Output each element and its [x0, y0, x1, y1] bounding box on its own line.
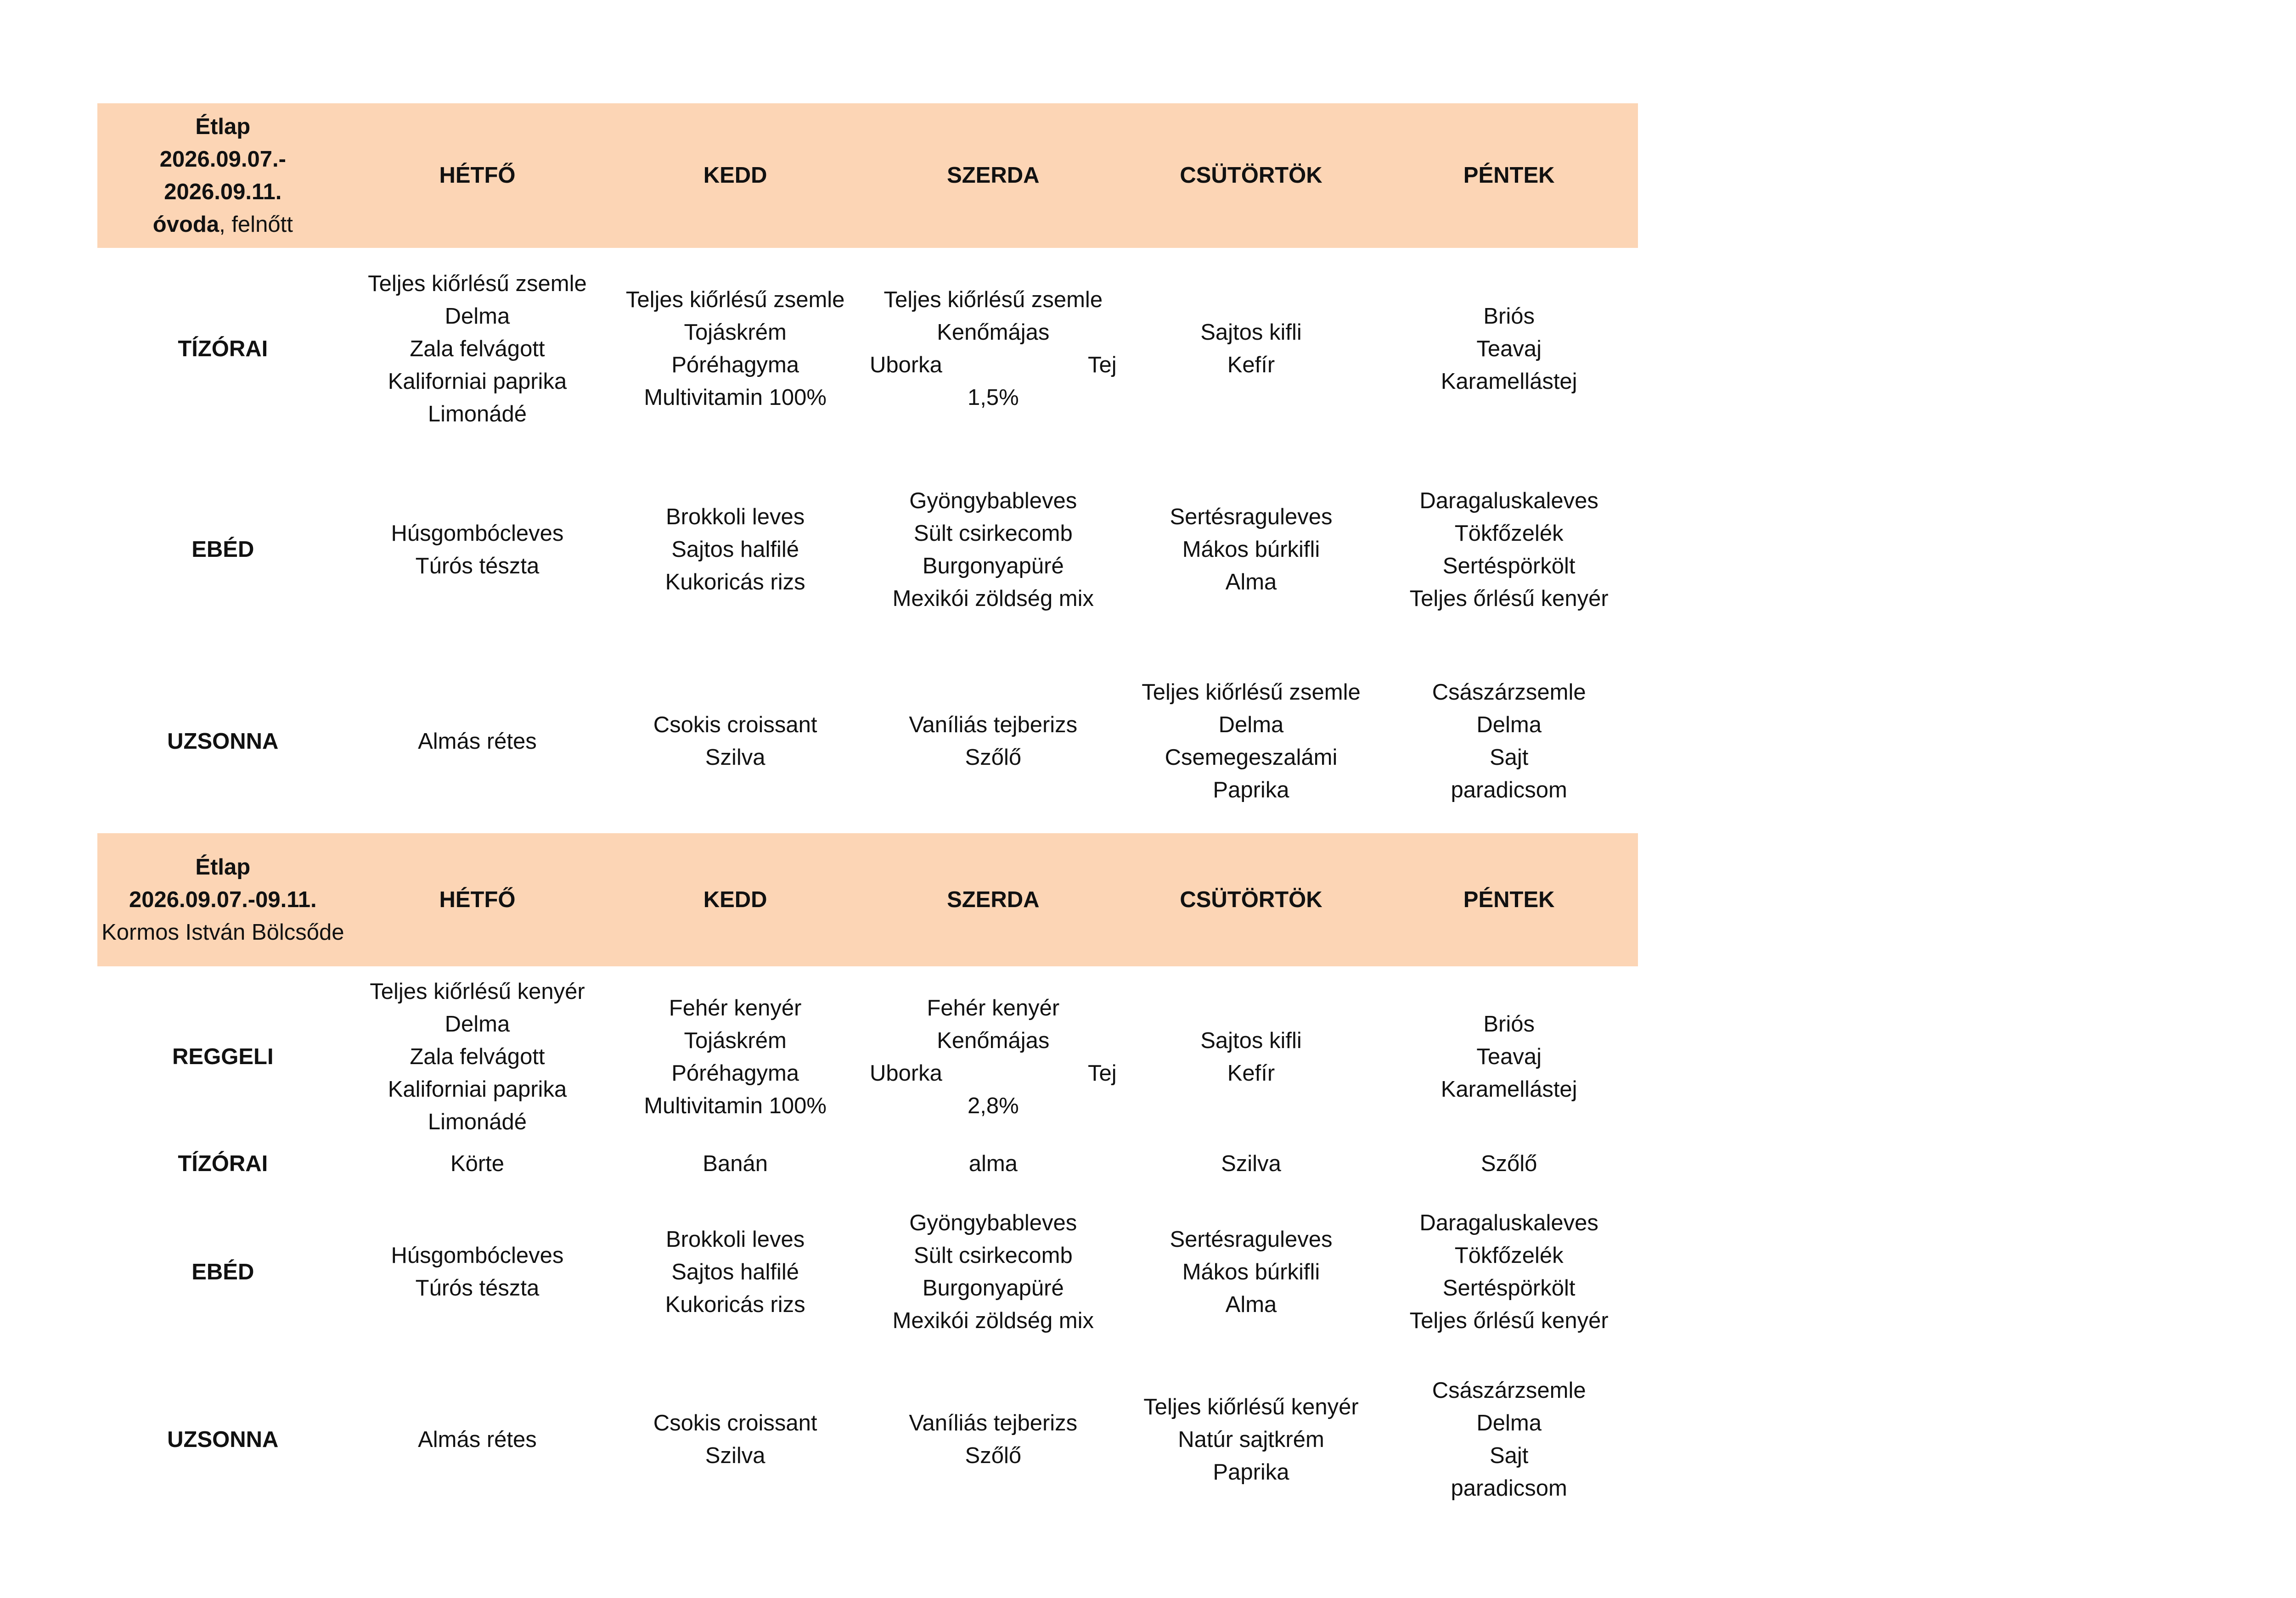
menu-item: Mexikói zöldség mix	[892, 586, 1094, 611]
menu-item: Tej	[1088, 1060, 1117, 1086]
menu-item: Sült csirkecomb	[913, 521, 1073, 546]
menu-item: Tökfőzelék	[1454, 1243, 1564, 1268]
meal-label: REGGELI	[172, 1044, 274, 1069]
menu1-day-fri: PÉNTEK	[1380, 103, 1638, 248]
menu-item: Húsgombócleves	[391, 1243, 564, 1268]
menu-item: Kukoricás rizs	[665, 570, 805, 594]
menu-item: Daragaluskaleves	[1419, 488, 1598, 513]
menu-item: Karamellástej	[1441, 369, 1577, 394]
menu-cell	[1380, 1364, 1638, 1515]
menu2-header-row	[97, 833, 1638, 966]
menu-cell	[864, 248, 1122, 450]
menu-item: Mákos búrkifli	[1182, 1259, 1320, 1284]
menu-item: Limonádé	[428, 1110, 527, 1134]
menu-item: Szilva	[1221, 1151, 1281, 1176]
menu-item: Túrós tészta	[415, 553, 540, 578]
menu-item: Zala felvágott	[410, 1044, 545, 1069]
menu1-ebed-row	[97, 450, 1638, 650]
menu-item: Kefír	[1227, 353, 1275, 377]
menu-cell	[606, 1180, 864, 1364]
menu2-day-wed: SZERDA	[864, 833, 1122, 966]
menu-cell	[1380, 650, 1638, 833]
menu-item: Csemegeszalámi	[1165, 745, 1338, 770]
menu2-title-cell	[97, 833, 349, 966]
menu-cell	[864, 650, 1122, 833]
menu-item: Teljes kiőrlésű kenyér	[370, 979, 585, 1004]
menu-item: Teljes kiőrlésű kenyér	[1143, 1394, 1359, 1419]
menu-item: Sajt	[1489, 1443, 1529, 1468]
meal-label: TÍZÓRAI	[178, 1151, 268, 1176]
menu1-day-wed: SZERDA	[864, 103, 1122, 248]
menu-table	[97, 103, 1638, 1515]
menu2-day-tue: KEDD	[606, 833, 864, 966]
menu-cell	[1122, 1180, 1380, 1364]
menu-item: Szilva	[705, 1443, 765, 1468]
menu-item: Húsgombócleves	[391, 521, 564, 546]
menu-item: Fehér kenyér	[669, 995, 802, 1020]
menu-cell	[1122, 650, 1380, 833]
menu-item: Sertésraguleves	[1170, 1227, 1333, 1252]
menu-item: Gyöngybableves	[909, 1211, 1077, 1235]
menu-item: Sajtos kifli	[1200, 320, 1302, 345]
menu-item: Teavaj	[1476, 1044, 1542, 1069]
menu-cell	[349, 248, 607, 450]
menu-item: Burgonyapüré	[922, 1276, 1064, 1301]
menu-item: Póréhagyma	[671, 1060, 799, 1086]
menu-cell	[1380, 966, 1638, 1148]
menu-cell	[864, 1148, 1122, 1180]
menu-cell	[606, 248, 864, 450]
menu-item: Szilva	[705, 745, 765, 770]
menu-item: Tojáskrém	[684, 1028, 787, 1053]
menu-item: Zala felvágott	[410, 336, 545, 361]
menu-item: Karamellástej	[1441, 1077, 1577, 1102]
menu-item: Uborka	[869, 1060, 942, 1086]
menu-item: alma	[968, 1151, 1018, 1176]
menu-item: Teavaj	[1476, 336, 1542, 361]
menu-item: Delma	[445, 1012, 510, 1037]
menu-item: Körte	[450, 1151, 505, 1176]
meal-label: UZSONNA	[167, 729, 279, 754]
menu-item: Szőlő	[965, 1443, 1022, 1468]
menu1-header-row	[97, 103, 1638, 248]
menu-item: Mákos búrkifli	[1182, 537, 1320, 562]
menu-item: Banán	[703, 1151, 768, 1176]
menu-item: Teljes kiőrlésű zsemle	[1142, 680, 1361, 705]
menu-item: Túrós tészta	[415, 1276, 540, 1301]
menu-cell	[349, 1180, 607, 1364]
menu-cell	[349, 650, 607, 833]
menu-cell	[1122, 966, 1380, 1148]
menu-cell	[864, 450, 1122, 650]
menu-item: Almás rétes	[418, 1427, 537, 1452]
menu2-ebed-row	[97, 1180, 1638, 1364]
menu-item: Briós	[1483, 303, 1535, 329]
menu-item: Csokis croissant	[653, 1411, 817, 1435]
menu2-day-mon: HÉTFŐ	[349, 833, 607, 966]
menu-item: 1,5%	[967, 385, 1019, 410]
menu-item: Alma	[1225, 1292, 1277, 1317]
menu-item: Császárzsemle	[1432, 680, 1586, 705]
menu-cell	[349, 1148, 607, 1180]
menu1-title-cell	[97, 103, 349, 248]
menu-item: Fehér kenyér	[927, 995, 1060, 1020]
menu-item: Vaníliás tejberizs	[909, 712, 1078, 737]
menu-cell	[349, 450, 607, 650]
menu1-day-tue: KEDD	[606, 103, 864, 248]
menu-item: Sajt	[1489, 745, 1529, 770]
menu-sheet	[97, 103, 1638, 1515]
meal-label: EBÉD	[191, 1259, 254, 1284]
menu-cell	[1380, 1180, 1638, 1364]
menu2-day-fri: PÉNTEK	[1380, 833, 1638, 966]
menu-item: Vaníliás tejberizs	[909, 1411, 1078, 1435]
menu-item: Sajtos halfilé	[671, 537, 799, 562]
menu-item: Kaliforniai paprika	[388, 369, 567, 394]
menu-item: Teljes kiőrlésű zsemle	[884, 287, 1103, 312]
menu2-title: Étlap	[195, 854, 251, 880]
menu-item: Delma	[1476, 712, 1542, 737]
menu-item: Multivitamin 100%	[644, 385, 827, 410]
menu-cell	[606, 650, 864, 833]
menu1-group-rest: , felnőtt	[219, 212, 293, 237]
meal-label: TÍZÓRAI	[178, 336, 268, 361]
menu-item: Csokis croissant	[653, 712, 817, 737]
menu-item: Császárzsemle	[1432, 1378, 1586, 1403]
menu-item: Almás rétes	[418, 729, 537, 754]
menu1-uzsonna-row	[97, 650, 1638, 833]
menu1-date-line2: 2026.09.11.	[164, 179, 282, 204]
menu-item: Szőlő	[965, 745, 1022, 770]
menu-item: Teljes őrlésű kenyér	[1409, 1308, 1609, 1333]
menu-cell	[1122, 248, 1380, 450]
menu-item: Uborka	[869, 353, 942, 377]
menu1-day-thu: CSÜTÖRTÖK	[1122, 103, 1380, 248]
menu2-date-line: 2026.09.07.-09.11.	[129, 887, 317, 912]
menu-item: Alma	[1225, 570, 1277, 594]
menu-item: Burgonyapüré	[922, 553, 1064, 578]
menu-item: Tojáskrém	[684, 320, 787, 345]
menu-item: Brokkoli leves	[665, 505, 805, 529]
menu-item: Daragaluskaleves	[1419, 1211, 1598, 1235]
menu-item: Póréhagyma	[671, 353, 799, 377]
menu-cell	[1380, 450, 1638, 650]
menu-cell	[1122, 1364, 1380, 1515]
menu-item: Teljes kiőrlésű zsemle	[625, 287, 845, 312]
menu-item: Sertéspörkölt	[1442, 1276, 1576, 1301]
menu-cell	[1122, 1148, 1380, 1180]
menu-item: Kefír	[1227, 1060, 1275, 1086]
menu-item: Sajtos halfilé	[671, 1259, 799, 1284]
menu-cell	[864, 1180, 1122, 1364]
menu-cell	[606, 966, 864, 1148]
menu1-date-line1: 2026.09.07.-	[159, 146, 286, 172]
menu-cell	[1380, 248, 1638, 450]
menu-item: Kenőmájas	[937, 1028, 1050, 1053]
menu2-day-thu: CSÜTÖRTÖK	[1122, 833, 1380, 966]
menu-item: Paprika	[1213, 1459, 1289, 1485]
menu-cell	[349, 966, 607, 1148]
menu-item: Delma	[445, 303, 510, 329]
menu1-group-bold: óvoda	[152, 212, 219, 237]
menu1-day-mon: HÉTFŐ	[349, 103, 607, 248]
menu-item: Sertéspörkölt	[1442, 553, 1576, 578]
menu-item: Teljes kiőrlésű zsemle	[368, 271, 587, 296]
menu-item: Multivitamin 100%	[644, 1093, 827, 1118]
menu-item: Szőlő	[1480, 1151, 1537, 1176]
menu-item: Natúr sajtkrém	[1178, 1427, 1324, 1452]
menu1-title: Étlap	[195, 114, 251, 139]
menu-item: Briós	[1483, 1012, 1535, 1037]
menu-cell	[606, 1148, 864, 1180]
menu-item: Tökfőzelék	[1454, 521, 1564, 546]
menu-cell	[1380, 1148, 1638, 1180]
menu-cell	[606, 450, 864, 650]
meal-label: UZSONNA	[167, 1427, 279, 1452]
menu-item: Gyöngybableves	[909, 488, 1077, 513]
meal-label: EBÉD	[191, 537, 254, 562]
menu2-tizorai-row	[97, 1148, 1638, 1180]
menu-item: Delma	[1218, 712, 1284, 737]
menu-item: Sült csirkecomb	[913, 1243, 1073, 1268]
menu-item: Mexikói zöldség mix	[892, 1308, 1094, 1333]
menu-item: 2,8%	[967, 1093, 1019, 1118]
menu-item: Teljes őrlésű kenyér	[1409, 586, 1609, 611]
menu-cell	[349, 1364, 607, 1515]
menu2-uzsonna-row	[97, 1364, 1638, 1515]
menu-item: Paprika	[1213, 778, 1289, 802]
menu-item: Brokkoli leves	[665, 1227, 805, 1252]
menu-item: Limonádé	[428, 401, 527, 426]
menu-item: paradicsom	[1451, 778, 1567, 802]
menu-item: Sajtos kifli	[1200, 1028, 1302, 1053]
menu-item: Tej	[1088, 353, 1117, 377]
menu2-reggeli-row	[97, 966, 1638, 1148]
menu-item: Delma	[1476, 1411, 1542, 1435]
menu-cell	[1122, 450, 1380, 650]
menu-item: Kaliforniai paprika	[388, 1077, 567, 1102]
menu-item: Kukoricás rizs	[665, 1292, 805, 1317]
menu-item: Sertésraguleves	[1170, 505, 1333, 529]
menu2-place: Kormos István Bölcsőde	[101, 920, 344, 945]
menu-item: Kenőmájas	[937, 320, 1050, 345]
menu-cell	[864, 966, 1122, 1148]
menu-cell	[606, 1364, 864, 1515]
menu-cell	[864, 1364, 1122, 1515]
menu-item: paradicsom	[1451, 1476, 1567, 1501]
menu1-tizorai-row	[97, 248, 1638, 450]
